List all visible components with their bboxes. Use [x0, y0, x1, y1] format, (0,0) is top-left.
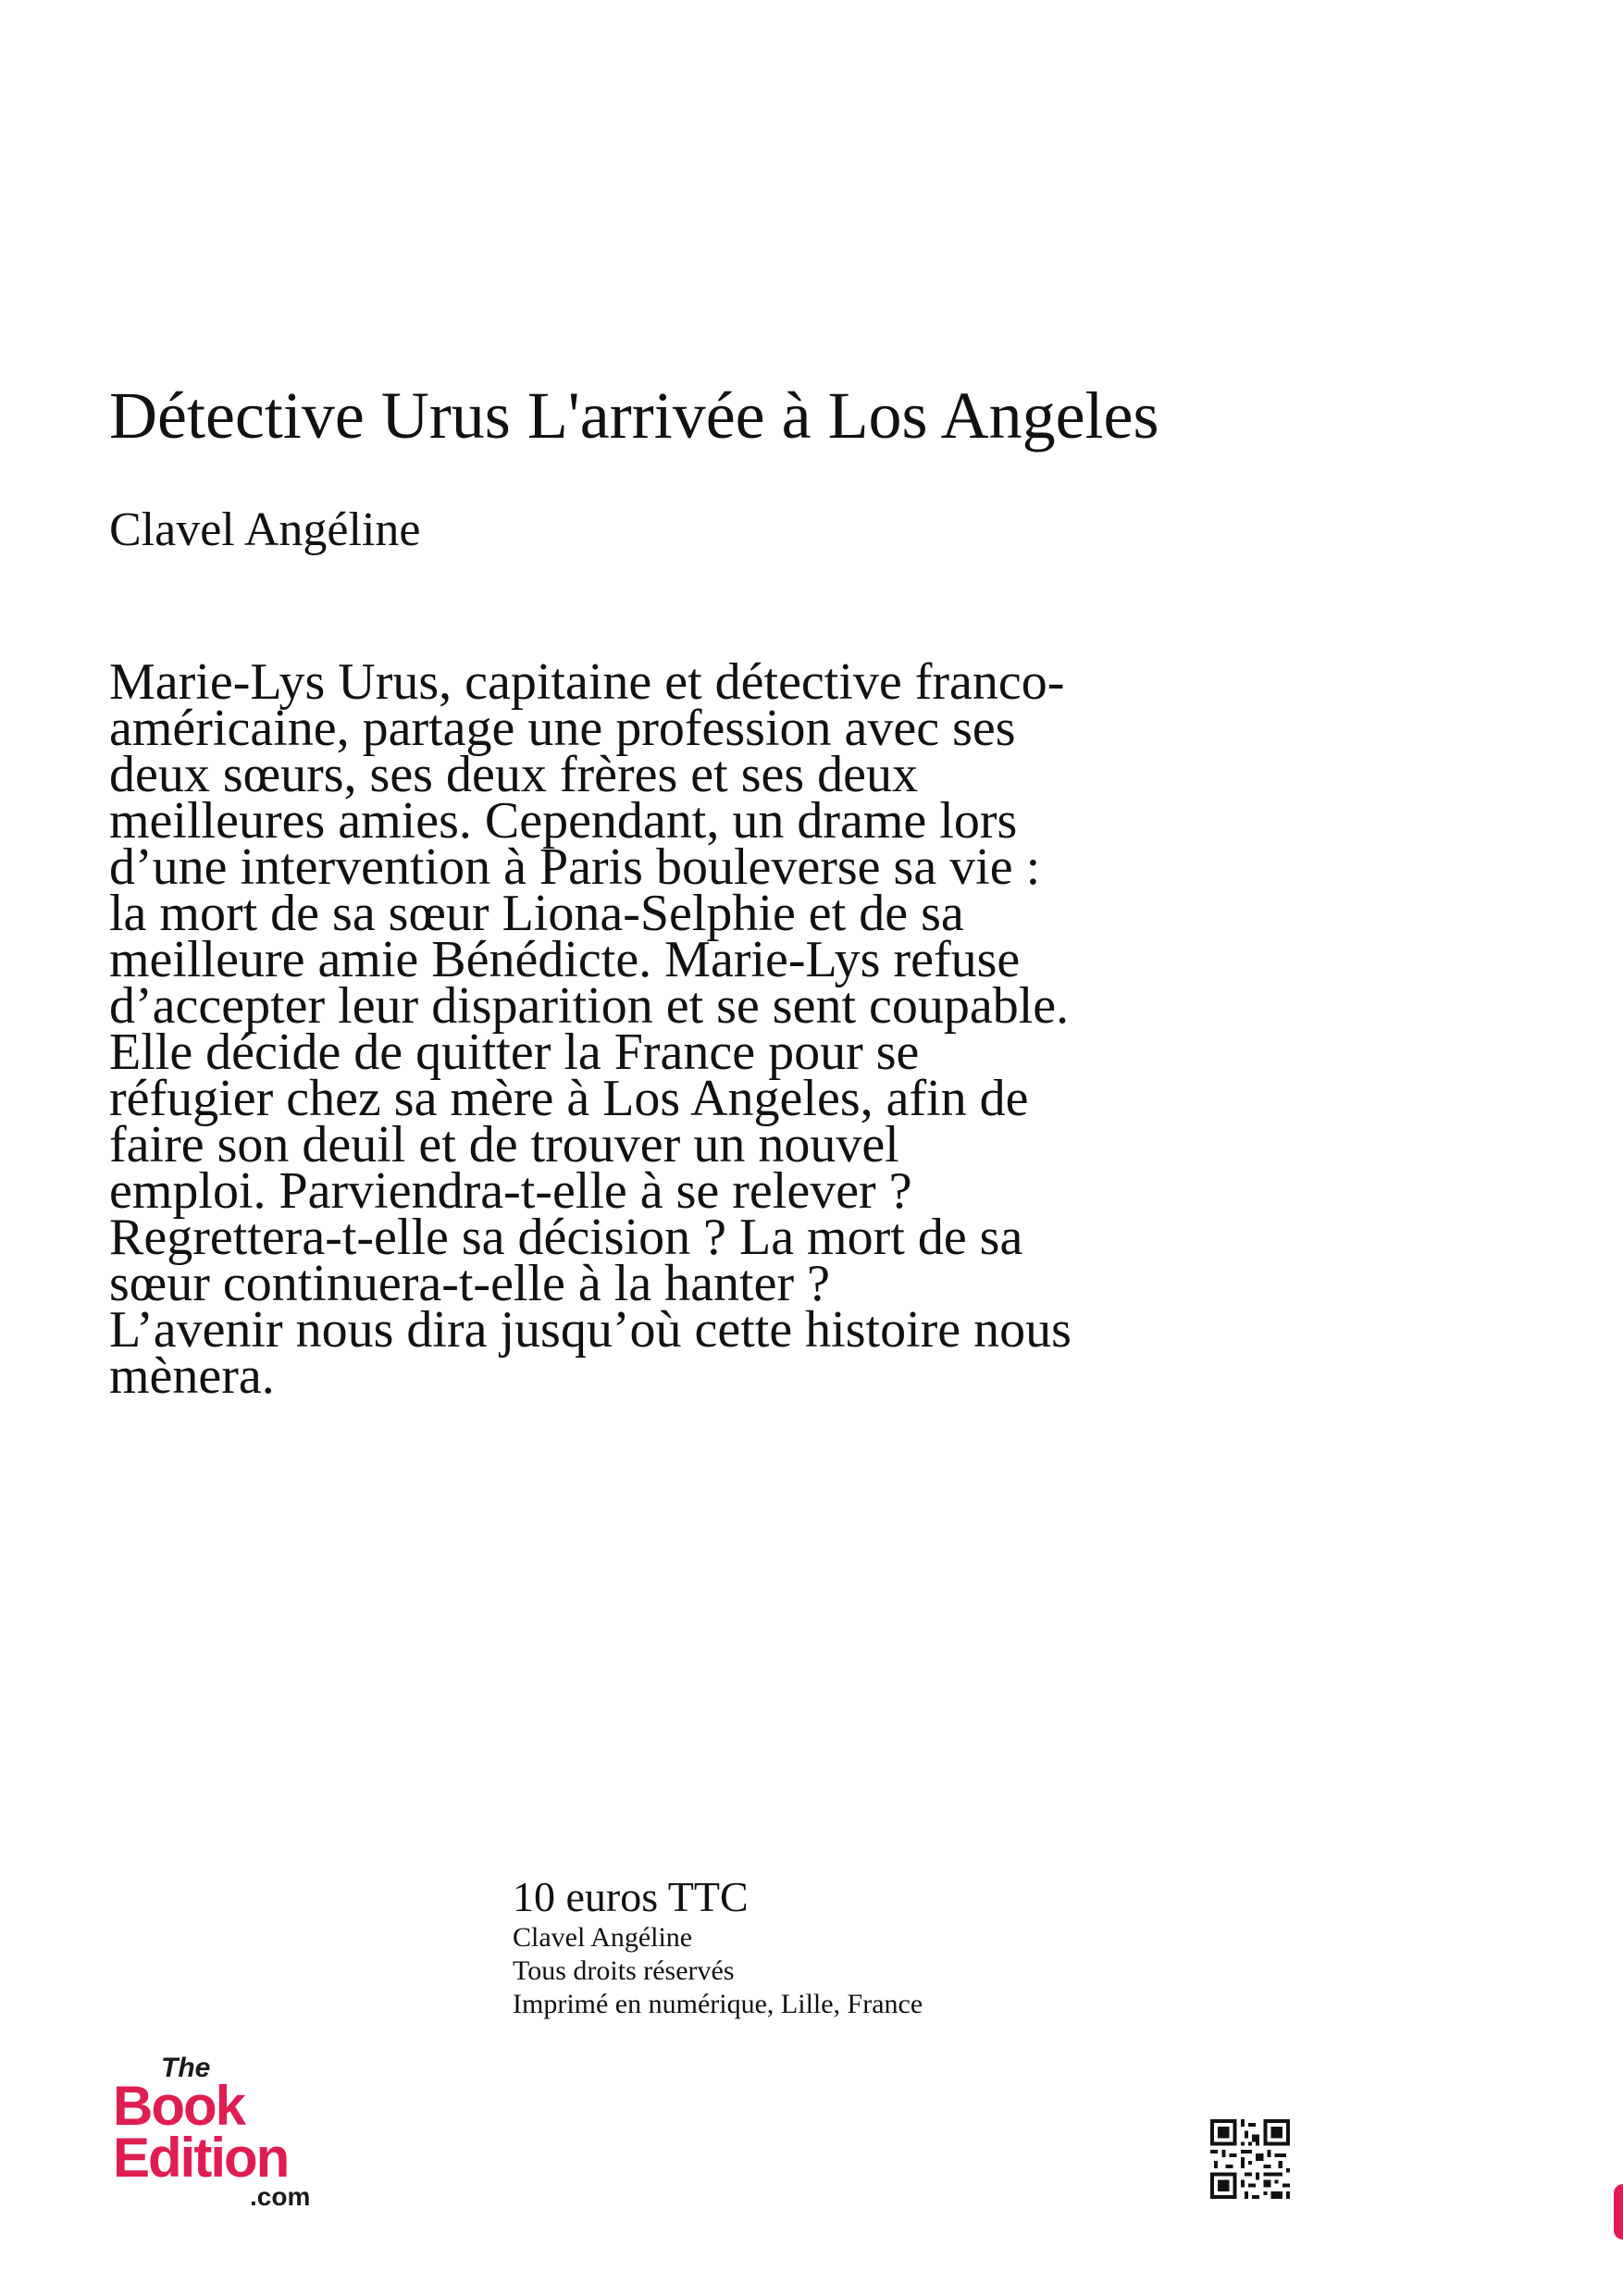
publisher-logo — [113, 2053, 335, 2210]
synopsis-line: réfugier chez sa mère à Los Angeles, afin de — [109, 1070, 1029, 1127]
synopsis-line: d’une intervention à Paris bouleverse sa vie : — [109, 838, 1041, 896]
logo-edition-text: Edition — [113, 2127, 289, 2189]
synopsis-line: deux sœurs, ses deux frères et ses deux — [109, 746, 918, 803]
synopsis-line: américaine, partage une profession avec ses — [109, 700, 1016, 757]
imprint-printed: Imprimé en numérique, Lille, France — [513, 1989, 923, 2019]
synopsis-line: mènera. — [109, 1347, 275, 1405]
synopsis-line: meilleure amie Bénédicte. Marie-Lys refuse — [109, 931, 1021, 988]
imprint-author: Clavel Angéline — [513, 1922, 693, 1953]
logo-the-text: The — [161, 2053, 211, 2083]
synopsis-line: Elle décide de quitter la France pour se — [109, 1024, 920, 1081]
edge-mark — [1614, 2184, 1623, 2240]
book-title: Détective Urus L'arrivée à Los Angeles — [109, 379, 1159, 453]
synopsis-line: faire son deuil et de trouver un nouvel — [109, 1116, 899, 1173]
author-name: Clavel Angéline — [109, 503, 421, 556]
synopsis — [109, 653, 1349, 1405]
synopsis-line: sœur continuera-t-elle à la hanter ? — [109, 1255, 830, 1312]
imprint-rights: Tous droits réservés — [513, 1955, 735, 1986]
synopsis-line: meilleures amies. Cependant, un drame lors — [109, 792, 1018, 850]
synopsis-line: emploi. Parviendra-t-elle à se relever ? — [109, 1162, 912, 1220]
synopsis-line: d’accepter leur disparition et se sent coupable. — [109, 977, 1070, 1035]
synopsis-line: la mort de sa sœur Liona-Selphie et de sa — [109, 885, 964, 942]
qr-code-icon — [1210, 2119, 1290, 2199]
logo-com-text: .com — [250, 2182, 311, 2211]
price-label: 10 euros TTC — [513, 1873, 749, 1920]
synopsis-line: L’avenir nous dira jusqu’où cette histoire nous — [109, 1301, 1072, 1359]
synopsis-line: Regrettera-t-elle sa décision ? La mort de sa — [109, 1209, 1023, 1266]
synopsis-line: Marie-Lys Urus, capitaine et détective franco- — [109, 653, 1065, 711]
imprint-block — [513, 1873, 923, 2021]
logo-book-text: Book — [113, 2075, 244, 2137]
